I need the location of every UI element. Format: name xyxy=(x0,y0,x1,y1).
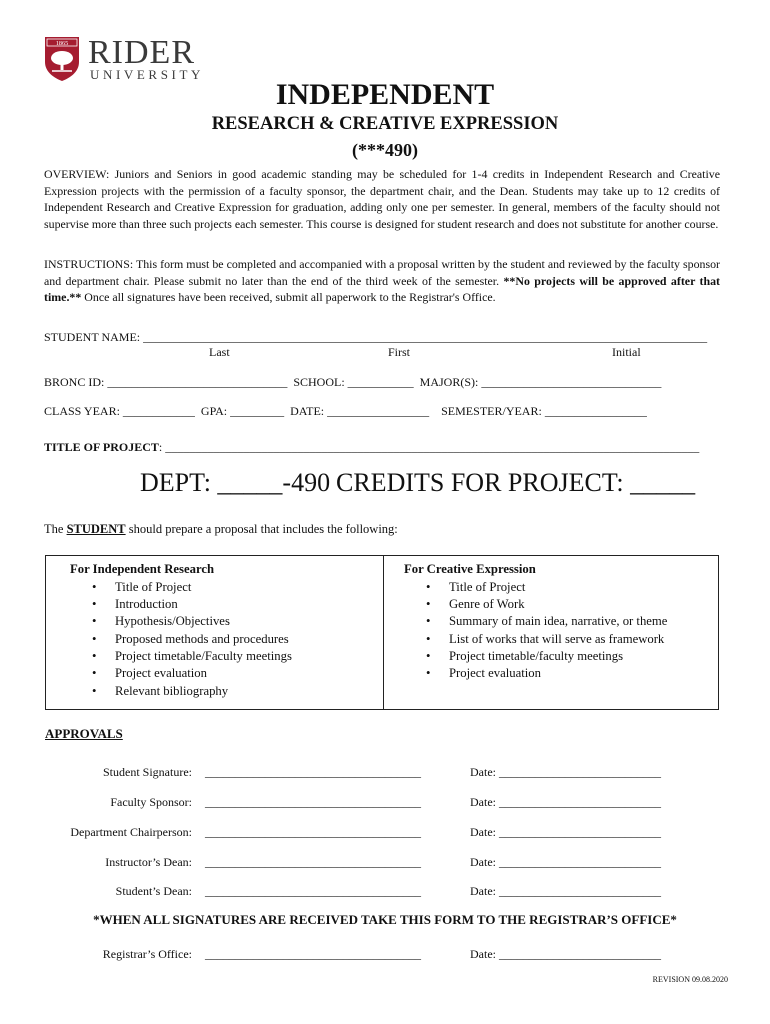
chairperson-label: Department Chairperson: xyxy=(70,825,192,839)
course-number: (***490) xyxy=(352,140,418,160)
list-item: • Project evaluation xyxy=(404,666,667,683)
list-item: • Project timetable/faculty meetings xyxy=(404,649,667,666)
student-dean-line[interactable]: ____________________________________ xyxy=(205,884,421,898)
list-item: • Introduction xyxy=(70,597,292,614)
approvals-heading: APPROVALS xyxy=(45,726,123,741)
column-divider xyxy=(383,556,384,709)
name-first-label: First xyxy=(388,345,411,359)
list-item: • Title of Project xyxy=(70,580,292,597)
dept-field[interactable]: DEPT: _____-490 xyxy=(140,468,331,497)
creative-heading: For Creative Expression xyxy=(404,562,536,576)
registrar-notice: *WHEN ALL SIGNATURES ARE RECEIVED TAKE THIS FORM TO THE REGISTRAR’S OFFICE* xyxy=(93,912,677,927)
brand-name: RIDER xyxy=(88,34,195,71)
chairperson-date-line[interactable]: Date: ___________________________ xyxy=(470,825,661,839)
student-dean-label: Student’s Dean: xyxy=(115,884,192,898)
project-title-field[interactable] xyxy=(44,440,699,455)
instructor-dean-date-line[interactable]: Date: ___________________________ xyxy=(470,855,661,869)
intro-emphasis: STUDENT xyxy=(66,522,126,536)
registrar-date-line[interactable]: Date: ___________________________ xyxy=(470,947,661,961)
proposal-intro xyxy=(44,522,398,537)
list-item: • Project timetable/Faculty meetings xyxy=(70,649,292,666)
list-item: • Project evaluation xyxy=(70,666,292,683)
year-gpa-date-row[interactable]: CLASS YEAR: ____________ GPA: _________ DATE: _________________ SEMESTER/YEAR: _________________ xyxy=(44,404,647,418)
chairperson-line[interactable]: ____________________________________ xyxy=(205,825,421,839)
list-item: • Relevant bibliography xyxy=(70,684,292,701)
instructions-tail: Once all signatures have been received, submit all paperwork to the Registrar's Office. xyxy=(81,290,496,305)
research-column xyxy=(70,562,292,701)
student-name-field[interactable]: STUDENT NAME: ______________________________________________________________________________________________ xyxy=(44,330,708,344)
brand-subtitle: UNIVERSITY xyxy=(90,67,204,82)
list-item: • Hypothesis/Objectives xyxy=(70,614,292,631)
project-title-line[interactable]: : _________________________________________________________________________________________ xyxy=(158,440,700,454)
instructor-dean-label: Instructor’s Dean: xyxy=(105,855,192,869)
intro-after: should prepare a proposal that includes the following: xyxy=(125,522,398,536)
list-item: • Proposed methods and procedures xyxy=(70,632,292,649)
name-last-label: Last xyxy=(209,345,230,359)
intro-before: The xyxy=(44,522,67,536)
list-item: • List of works that will serve as framework xyxy=(404,632,667,649)
list-item: • Genre of Work xyxy=(404,597,667,614)
page-title: INDEPENDENT xyxy=(275,78,495,111)
credits-field[interactable]: CREDITS FOR PROJECT: _____ xyxy=(336,468,696,497)
instructions-warning: **No projects will be approved after that time.** xyxy=(44,273,720,305)
registrar-office-label: Registrar’s Office: xyxy=(102,947,192,961)
student-date-line[interactable]: Date: ___________________________ xyxy=(470,765,661,779)
faculty-sponsor-label: Faculty Sponsor: xyxy=(110,795,192,809)
id-school-major-row[interactable]: BRONC ID: ______________________________ SCHOOL: ___________ MAJOR(S): ______________________________ xyxy=(44,375,662,389)
project-title-label: TITLE OF PROJECT xyxy=(44,440,159,454)
faculty-date-line[interactable]: Date: ___________________________ xyxy=(470,795,661,809)
name-initial-label: Initial xyxy=(612,345,641,359)
revision-label: REVISION 09.08.2020 xyxy=(652,975,728,984)
instructor-dean-line[interactable]: ____________________________________ xyxy=(205,855,421,869)
student-signature-label: Student Signature: xyxy=(103,765,192,779)
instructions-lead: INSTRUCTIONS: This form must be completed and accompanied with a proposal written by the student and reviewed by the faculty sponsor and department chair. Please submit no later than the end of the third week of the semester. xyxy=(44,257,720,288)
faculty-sponsor-line[interactable]: ____________________________________ xyxy=(205,795,421,809)
registrar-signature-line[interactable]: ____________________________________ xyxy=(205,947,421,961)
research-heading: For Independent Research xyxy=(70,562,215,576)
shield-tree-icon xyxy=(44,36,80,82)
student-dean-date-line[interactable]: Date: ___________________________ xyxy=(470,884,661,898)
instructions-paragraph xyxy=(44,256,720,306)
student-signature-line[interactable]: ____________________________________ xyxy=(205,765,421,779)
overview-paragraph: OVERVIEW: Juniors and Seniors in good academic standing may be scheduled for 1-4 credits in Independent Research and Creative Expression projects with the permission of a faculty sponsor, the department chair, and the Dean. Students may take up to 12 credits of Independent Research and Creative Expression for graduation, adding only one per semester. In general, members of the faculty should not supervise more than three such projects each semester. This course is designed for student research and does not substitute for another course. xyxy=(44,167,720,231)
page-subtitle: RESEARCH & CREATIVE EXPRESSION xyxy=(211,114,559,134)
list-item: • Title of Project xyxy=(404,580,667,597)
creative-column xyxy=(404,562,667,684)
svg-text:1865: 1865 xyxy=(55,40,69,47)
list-item: • Summary of main idea, narrative, or theme xyxy=(404,614,667,631)
requirements-box xyxy=(45,555,719,710)
